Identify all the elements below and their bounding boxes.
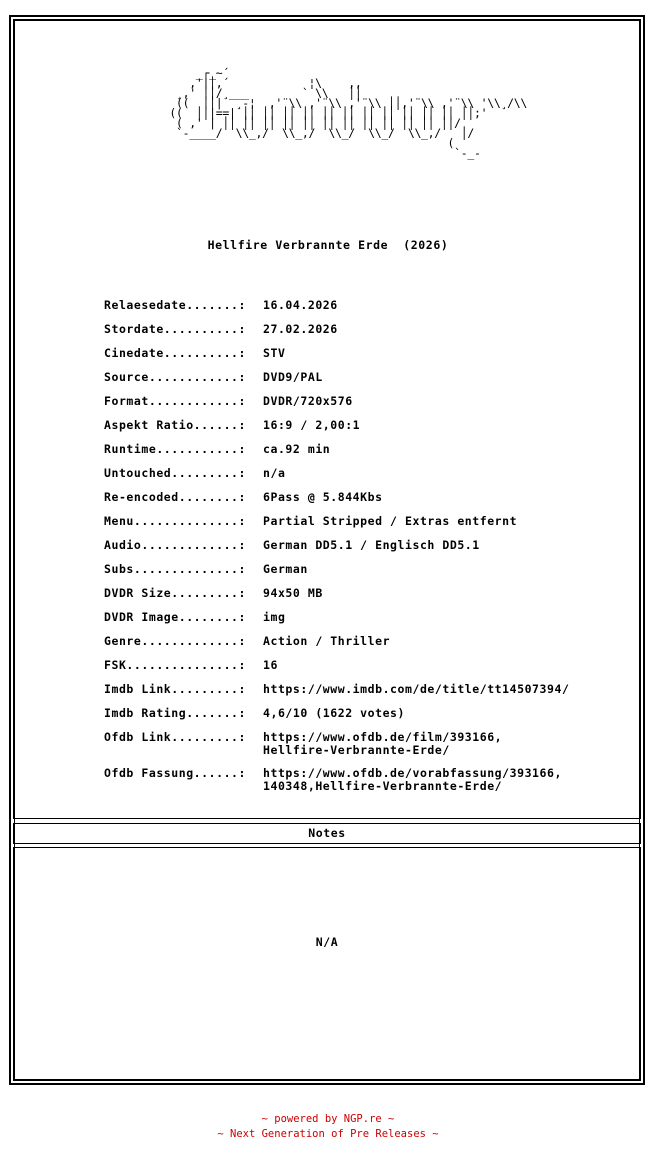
info-label: Cinedate..........: <box>104 346 246 360</box>
info-value: img <box>263 610 286 624</box>
info-row-format <box>104 395 569 419</box>
info-value: DVD9/PAL <box>263 370 323 384</box>
info-label: Stordate..........: <box>104 322 246 336</box>
info-value: 94x50 MB <box>263 586 323 600</box>
info-value: 16:9 / 2,00:1 <box>263 418 361 432</box>
release-title: Hellfire Verbrannte Erde (2026) <box>207 238 449 252</box>
info-label: DVDR Image........: <box>104 610 246 624</box>
info-value: ca.92 min <box>263 442 331 456</box>
info-label: Aspekt Ratio......: <box>104 418 246 432</box>
info-label: Genre.............: <box>104 634 246 648</box>
info-row-re-encoded <box>104 491 569 515</box>
footer-tagline: ~ Next Generation of Pre Releases ~ <box>217 1128 439 1140</box>
info-value: 16 <box>263 658 278 672</box>
info-label: Ofdb Fassung......: <box>104 766 246 780</box>
info-row-menu <box>104 515 569 539</box>
info-value: Partial Stripped / Extras entfernt <box>263 514 518 528</box>
ofdb-fassung-link[interactable]: https://www.ofdb.de/vorabfassung/393166, 140348,Hellfire-Verbrannte-Erde/ <box>263 766 562 793</box>
info-value: n/a <box>263 466 286 480</box>
imdb-link[interactable]: https://www.imdb.com/de/title/tt14507394/ <box>263 682 570 696</box>
info-row-imdb-rating <box>104 707 569 731</box>
info-label: Imdb Link.........: <box>104 682 246 696</box>
ofdb-link[interactable]: https://www.ofdb.de/film/393166, Hellfire-Verbrannte-Erde/ <box>263 730 503 757</box>
info-value: 27.02.2026 <box>263 322 338 336</box>
info-row-fsk <box>104 659 569 683</box>
info-value: STV <box>263 346 286 360</box>
info-row-untouched <box>104 467 569 491</box>
info-label: Format............: <box>104 394 246 408</box>
info-row-aspect-ratio <box>104 419 569 443</box>
info-value: German DD5.1 / Englisch DD5.1 <box>263 538 480 552</box>
info-row-audio <box>104 539 569 563</box>
notes-header: Notes <box>13 823 641 844</box>
info-row-dvdr-size <box>104 587 569 611</box>
notes-text: N/A <box>315 935 339 949</box>
info-value: German <box>263 562 308 576</box>
info-row-ofdb-link <box>104 731 569 767</box>
footer <box>0 1112 656 1142</box>
info-value: 4,6/10 (1622 votes) <box>263 706 405 720</box>
info-label: Source............: <box>104 370 246 384</box>
info-label: Relaesedate.......: <box>104 298 246 312</box>
info-label: FSK...............: <box>104 658 246 672</box>
info-label: Untouched.........: <box>104 466 246 480</box>
info-value: Action / Thriller <box>263 634 391 648</box>
group-logo-ascii-art: _┌_~´ ,'|│,´ ¦\ ,, ¸,' ││/¸___ ` \\ ││ (( ││| ¸-¦ ,'¨\\ ,'¨\\ ,'¨\\ ││,'¨\\ ,'¨\\ '\\¸/\\ (( ││|==| ││ ││ ││ ││ ││ ││ ││ ││ ││ ││ ││ ││;' ( ,' | ││ ││ ││ ││ ││ ││ ││ ││ ││ ││ ││ ││/ `-____/ \\_,/ \\_,/ \\_/ \\_/ \\_,/ │/ ( `-_- <box>169 66 528 160</box>
info-label: Menu..............: <box>104 514 246 528</box>
info-label: DVDR Size.........: <box>104 586 246 600</box>
info-row-ofdb-fassung <box>104 767 569 803</box>
info-row-stordate <box>104 323 569 347</box>
info-label: Runtime...........: <box>104 442 246 456</box>
info-row-genre <box>104 635 569 659</box>
notes-box <box>13 847 641 1081</box>
release-info-table <box>104 299 569 803</box>
info-label: Subs..............: <box>104 562 246 576</box>
footer-powered-by: ~ powered by NGP.re ~ <box>261 1113 395 1125</box>
info-row-releasedate <box>104 299 569 323</box>
info-row-dvdr-image <box>104 611 569 635</box>
info-value: 6Pass @ 5.844Kbs <box>263 490 383 504</box>
info-label: Re-encoded........: <box>104 490 246 504</box>
info-row-imdb-link <box>104 683 569 707</box>
info-label: Audio.............: <box>104 538 246 552</box>
info-value: 16.04.2026 <box>263 298 338 312</box>
info-label: Imdb Rating.......: <box>104 706 246 720</box>
info-row-cinedate <box>104 347 569 371</box>
info-row-runtime <box>104 443 569 467</box>
info-label: Ofdb Link.........: <box>104 730 246 744</box>
info-row-subs <box>104 563 569 587</box>
info-value: DVDR/720x576 <box>263 394 353 408</box>
info-row-source <box>104 371 569 395</box>
